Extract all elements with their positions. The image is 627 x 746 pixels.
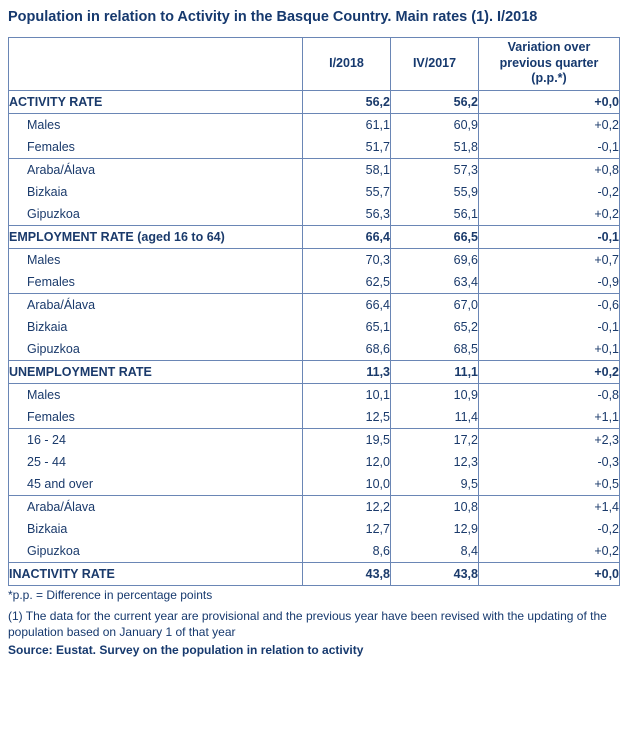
row-value-current: 12,0 bbox=[303, 451, 391, 473]
row-value-current: 51,7 bbox=[303, 136, 391, 159]
row-value-variation: +0,2 bbox=[479, 540, 620, 563]
row-label: ACTIVITY RATE bbox=[9, 90, 303, 113]
table-row bbox=[9, 271, 620, 294]
row-value-previous: 63,4 bbox=[391, 271, 479, 294]
row-value-current: 10,1 bbox=[303, 383, 391, 406]
row-value-current: 62,5 bbox=[303, 271, 391, 294]
row-value-current: 10,0 bbox=[303, 473, 391, 496]
row-value-previous: 65,2 bbox=[391, 316, 479, 338]
row-value-variation: -0,1 bbox=[479, 316, 620, 338]
row-label: UNEMPLOYMENT RATE bbox=[9, 360, 303, 383]
footnotes bbox=[8, 588, 619, 659]
row-value-current: 58,1 bbox=[303, 158, 391, 181]
footnote-1: (1) The data for the current year are provisional and the previous year have been revised with the updating of the population based on January 1 of that year bbox=[8, 609, 607, 640]
table-row bbox=[9, 562, 620, 585]
row-label: Gipuzkoa bbox=[9, 540, 303, 563]
row-label: Bizkaia bbox=[9, 518, 303, 540]
row-label: Females bbox=[9, 406, 303, 429]
row-value-current: 11,3 bbox=[303, 360, 391, 383]
row-label: Bizkaia bbox=[9, 181, 303, 203]
footnote-pp: *p.p. = Difference in percentage points bbox=[8, 587, 213, 602]
row-value-variation: +0,1 bbox=[479, 338, 620, 361]
source-line: Source: Eustat. Survey on the population in relation to activity bbox=[8, 643, 364, 658]
table-row bbox=[9, 136, 620, 159]
row-value-previous: 10,8 bbox=[391, 495, 479, 518]
column-header-variation bbox=[479, 37, 620, 90]
variation-line-1: Variation over bbox=[507, 40, 591, 55]
row-label: 16 - 24 bbox=[9, 428, 303, 451]
row-value-previous: 51,8 bbox=[391, 136, 479, 159]
row-value-variation: +0,5 bbox=[479, 473, 620, 496]
row-value-variation: -0,9 bbox=[479, 271, 620, 294]
row-label: EMPLOYMENT RATE (aged 16 to 64) bbox=[9, 225, 303, 248]
row-value-previous: 9,5 bbox=[391, 473, 479, 496]
row-label: 25 - 44 bbox=[9, 451, 303, 473]
column-header-current-quarter: I/2018 bbox=[303, 37, 391, 90]
row-label: Females bbox=[9, 271, 303, 294]
row-value-current: 8,6 bbox=[303, 540, 391, 563]
row-value-previous: 11,1 bbox=[391, 360, 479, 383]
row-value-variation: +0,8 bbox=[479, 158, 620, 181]
row-value-previous: 8,4 bbox=[391, 540, 479, 563]
table-row bbox=[9, 90, 620, 113]
row-value-variation: -0,8 bbox=[479, 383, 620, 406]
row-value-variation: +1,1 bbox=[479, 406, 620, 429]
row-value-previous: 68,5 bbox=[391, 338, 479, 361]
row-value-previous: 56,1 bbox=[391, 203, 479, 226]
row-label: Males bbox=[9, 113, 303, 136]
table-row bbox=[9, 113, 620, 136]
row-value-variation: +1,4 bbox=[479, 495, 620, 518]
row-label: Males bbox=[9, 248, 303, 271]
row-value-previous: 10,9 bbox=[391, 383, 479, 406]
row-value-variation: -0,6 bbox=[479, 293, 620, 316]
row-value-previous: 69,6 bbox=[391, 248, 479, 271]
row-value-previous: 12,9 bbox=[391, 518, 479, 540]
variation-line-2: previous quarter bbox=[499, 55, 599, 70]
variation-line-3: (p.p.*) bbox=[531, 71, 567, 86]
table-header-row bbox=[9, 37, 620, 90]
table-row bbox=[9, 383, 620, 406]
row-value-previous: 60,9 bbox=[391, 113, 479, 136]
row-value-current: 56,3 bbox=[303, 203, 391, 226]
row-value-current: 43,8 bbox=[303, 562, 391, 585]
row-label: Gipuzkoa bbox=[9, 203, 303, 226]
row-value-variation: +0,2 bbox=[479, 113, 620, 136]
row-label: Bizkaia bbox=[9, 316, 303, 338]
row-label: 45 and over bbox=[9, 473, 303, 496]
row-value-current: 19,5 bbox=[303, 428, 391, 451]
row-value-current: 55,7 bbox=[303, 181, 391, 203]
table-row bbox=[9, 293, 620, 316]
row-value-current: 61,1 bbox=[303, 113, 391, 136]
row-value-current: 70,3 bbox=[303, 248, 391, 271]
table-row bbox=[9, 518, 620, 540]
table-row bbox=[9, 406, 620, 429]
row-value-current: 56,2 bbox=[303, 90, 391, 113]
table-row bbox=[9, 316, 620, 338]
row-value-current: 68,6 bbox=[303, 338, 391, 361]
table-row bbox=[9, 451, 620, 473]
row-value-previous: 12,3 bbox=[391, 451, 479, 473]
row-value-current: 66,4 bbox=[303, 293, 391, 316]
table-row bbox=[9, 495, 620, 518]
row-value-previous: 17,2 bbox=[391, 428, 479, 451]
row-label: Males bbox=[9, 383, 303, 406]
row-value-variation: -0,3 bbox=[479, 451, 620, 473]
row-value-previous: 56,2 bbox=[391, 90, 479, 113]
row-label: Araba/Álava bbox=[9, 158, 303, 181]
row-label: Females bbox=[9, 136, 303, 159]
row-value-variation: -0,1 bbox=[479, 225, 620, 248]
row-value-previous: 11,4 bbox=[391, 406, 479, 429]
row-value-current: 65,1 bbox=[303, 316, 391, 338]
table-row bbox=[9, 360, 620, 383]
column-header-previous-quarter: IV/2017 bbox=[391, 37, 479, 90]
row-label: Araba/Álava bbox=[9, 293, 303, 316]
table-row bbox=[9, 473, 620, 496]
row-value-variation: -0,1 bbox=[479, 136, 620, 159]
row-value-variation: +0,0 bbox=[479, 562, 620, 585]
row-value-current: 66,4 bbox=[303, 225, 391, 248]
row-value-current: 12,2 bbox=[303, 495, 391, 518]
row-value-variation: -0,2 bbox=[479, 181, 620, 203]
row-value-current: 12,5 bbox=[303, 406, 391, 429]
table-row bbox=[9, 428, 620, 451]
row-value-previous: 66,5 bbox=[391, 225, 479, 248]
table-header bbox=[9, 37, 620, 90]
table-row bbox=[9, 158, 620, 181]
row-value-current: 12,7 bbox=[303, 518, 391, 540]
row-value-variation: +0,2 bbox=[479, 360, 620, 383]
row-label: Araba/Álava bbox=[9, 495, 303, 518]
table-row bbox=[9, 225, 620, 248]
table-row bbox=[9, 248, 620, 271]
column-header-blank bbox=[9, 37, 303, 90]
table-row bbox=[9, 540, 620, 563]
row-value-previous: 43,8 bbox=[391, 562, 479, 585]
table-row bbox=[9, 338, 620, 361]
row-value-variation: +0,2 bbox=[479, 203, 620, 226]
row-label: Gipuzkoa bbox=[9, 338, 303, 361]
row-value-variation: +2,3 bbox=[479, 428, 620, 451]
main-data-table bbox=[8, 37, 620, 586]
row-value-variation: -0,2 bbox=[479, 518, 620, 540]
row-value-previous: 57,3 bbox=[391, 158, 479, 181]
table-row bbox=[9, 181, 620, 203]
table-body bbox=[9, 90, 620, 585]
row-value-previous: 55,9 bbox=[391, 181, 479, 203]
page-title: Population in relation to Activity in the Basque Country. Main rates (1). I/2018 bbox=[8, 9, 538, 25]
row-value-variation: +0,0 bbox=[479, 90, 620, 113]
table-row bbox=[9, 203, 620, 226]
row-value-variation: +0,7 bbox=[479, 248, 620, 271]
row-label: INACTIVITY RATE bbox=[9, 562, 303, 585]
row-value-previous: 67,0 bbox=[391, 293, 479, 316]
